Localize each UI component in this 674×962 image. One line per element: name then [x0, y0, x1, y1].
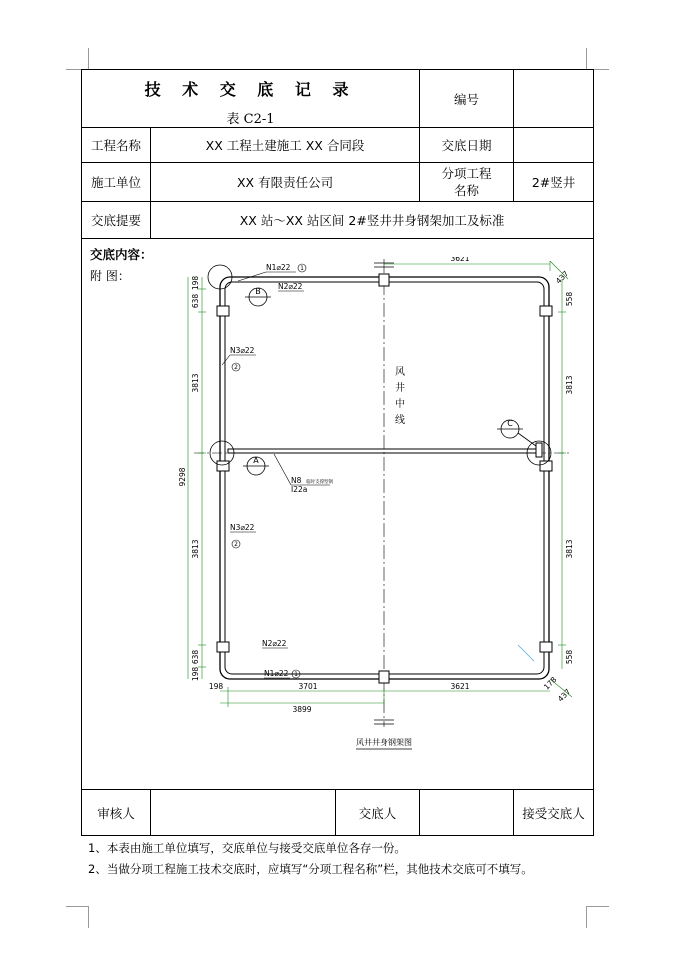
dim-left-top-b: 638	[191, 293, 200, 309]
dim-bottom-right-corner-a: 178	[541, 674, 559, 692]
dim-right-upper-short: 558	[565, 291, 574, 307]
technical-disclosure-form	[81, 69, 594, 836]
project-name-value[interactable]: XX 工程土建施工 XX 合同段	[151, 128, 420, 163]
label-i-beam: I22a	[291, 485, 308, 494]
dim-bottom-mid: 3701	[298, 682, 318, 691]
label-n8-note: 临时支撑型钢	[306, 480, 333, 485]
label-n3-lower: N3⌀22	[230, 523, 255, 532]
shaft-steel-frame-drawing	[178, 257, 578, 757]
summary-value[interactable]: XX 站～XX 站区间 2#竖井井身钢架加工及标准	[151, 202, 594, 239]
subproject-value[interactable]: 2#竖井	[514, 163, 594, 202]
label-n8: N8	[291, 476, 302, 485]
subproject-label-line2: 名称	[454, 183, 480, 198]
discloser-value[interactable]	[420, 790, 514, 836]
dim-right-lower-short: 558	[565, 649, 574, 665]
form-number: 表 C2-1	[226, 111, 275, 127]
joint-plate-right-upper	[540, 306, 552, 316]
temporary-support-beam	[228, 449, 541, 453]
date-label: 交底日期	[420, 128, 514, 163]
dim-left-bottom-a: 638	[191, 649, 200, 665]
crop-mark-bottom-right-v	[586, 906, 587, 928]
figure-label: 附 图：	[90, 269, 130, 283]
crop-mark-bottom-left-h	[66, 906, 88, 907]
content-cell	[82, 239, 594, 790]
joint-plate-bottom	[379, 671, 389, 683]
joint-plate-left-middle	[217, 461, 229, 471]
dim-right-lower-long: 3813	[565, 539, 574, 559]
receiver-label: 接受交底人	[514, 790, 594, 836]
dim-right-upper-long: 3813	[565, 375, 574, 395]
weld-mark	[518, 645, 534, 661]
joint-plate-left-lower	[217, 642, 229, 652]
subproject-label	[420, 163, 514, 202]
form-title: 技 术 交 底 记 录	[144, 79, 357, 99]
joint-plate-left-upper	[217, 306, 229, 316]
note-1: 1、本表由施工单位填写，交底单位与接受交底单位各存一份。	[88, 841, 406, 855]
callout-b: B	[255, 287, 261, 296]
frame-outer-line	[220, 277, 549, 679]
label-n3-upper: N3⌀22	[230, 346, 255, 355]
rebar-number-one-bottom: 1	[294, 671, 298, 678]
unit-label: 施工单位	[82, 163, 151, 202]
content-label: 交底内容：	[90, 247, 153, 262]
dim-bottom-right: 3621	[450, 682, 470, 691]
form-title-cell	[82, 70, 420, 128]
unit-value[interactable]: XX 有限责任公司	[151, 163, 420, 202]
dim-left-bottom-b: 198	[191, 666, 200, 682]
frame-inner-line	[225, 282, 544, 674]
project-name-label: 工程名称	[82, 128, 151, 163]
drawing-caption: 风井井身钢架图	[356, 738, 412, 747]
crop-mark-top-right-v	[586, 48, 587, 70]
dim-left-upper-long: 3813	[191, 373, 200, 393]
serial-label: 编号	[420, 70, 514, 128]
form-notes	[88, 838, 533, 880]
summary-label: 交底提要	[82, 202, 151, 239]
centerline-text-1: 风	[395, 367, 405, 378]
dim-bottom-left-small: 198	[208, 682, 224, 691]
dim-bottom-total: 3899	[292, 705, 312, 714]
serial-value[interactable]	[514, 70, 594, 128]
callout-c-leader	[518, 433, 536, 446]
dim-left-lower-long: 3813	[191, 539, 200, 559]
rebar-number-two-upper: 2	[234, 364, 238, 371]
label-n1-top: N1⌀22	[266, 263, 291, 272]
joint-plate-top	[379, 274, 389, 286]
beam-end-plate	[536, 443, 542, 457]
centerline-text-3: 中	[395, 399, 405, 410]
crop-mark-bottom-left-v	[88, 906, 89, 928]
crop-mark-top-left-v	[88, 48, 89, 70]
reviewer-value[interactable]	[151, 790, 336, 836]
dim-left-total: 9298	[178, 467, 187, 487]
leader-n8-2	[274, 454, 291, 485]
leader-n3-upper-2	[222, 355, 230, 365]
dim-top-width: 3621	[450, 257, 470, 263]
joint-plate-right-lower	[540, 642, 552, 652]
note-2: 2、当做分项工程施工技术交底时，应填写“分项工程名称”栏，其他技术交底可不填写。	[88, 862, 533, 876]
label-n1-bottom: N1⌀22	[264, 669, 289, 678]
rebar-number-two-lower: 2	[234, 541, 238, 548]
subproject-label-line1: 分项工程	[441, 166, 492, 181]
label-n2-bottom: N2⌀22	[262, 639, 287, 648]
centerline-text-2: 井	[395, 383, 405, 394]
centerline-text-4: 线	[395, 415, 405, 426]
date-value[interactable]	[514, 128, 594, 163]
dim-top-right-corner: 437	[553, 268, 571, 286]
callout-c: C	[507, 419, 513, 428]
callout-a: A	[253, 456, 259, 465]
discloser-label: 交底人	[336, 790, 420, 836]
crop-mark-bottom-right-h	[587, 906, 609, 907]
dim-bottom-right-corner-b: 437	[555, 686, 573, 704]
rebar-number-one-top: 1	[300, 265, 304, 272]
dim-left-top-a: 198	[191, 275, 200, 291]
reviewer-label: 审核人	[82, 790, 151, 836]
label-n2-top: N2⌀22	[278, 282, 303, 291]
